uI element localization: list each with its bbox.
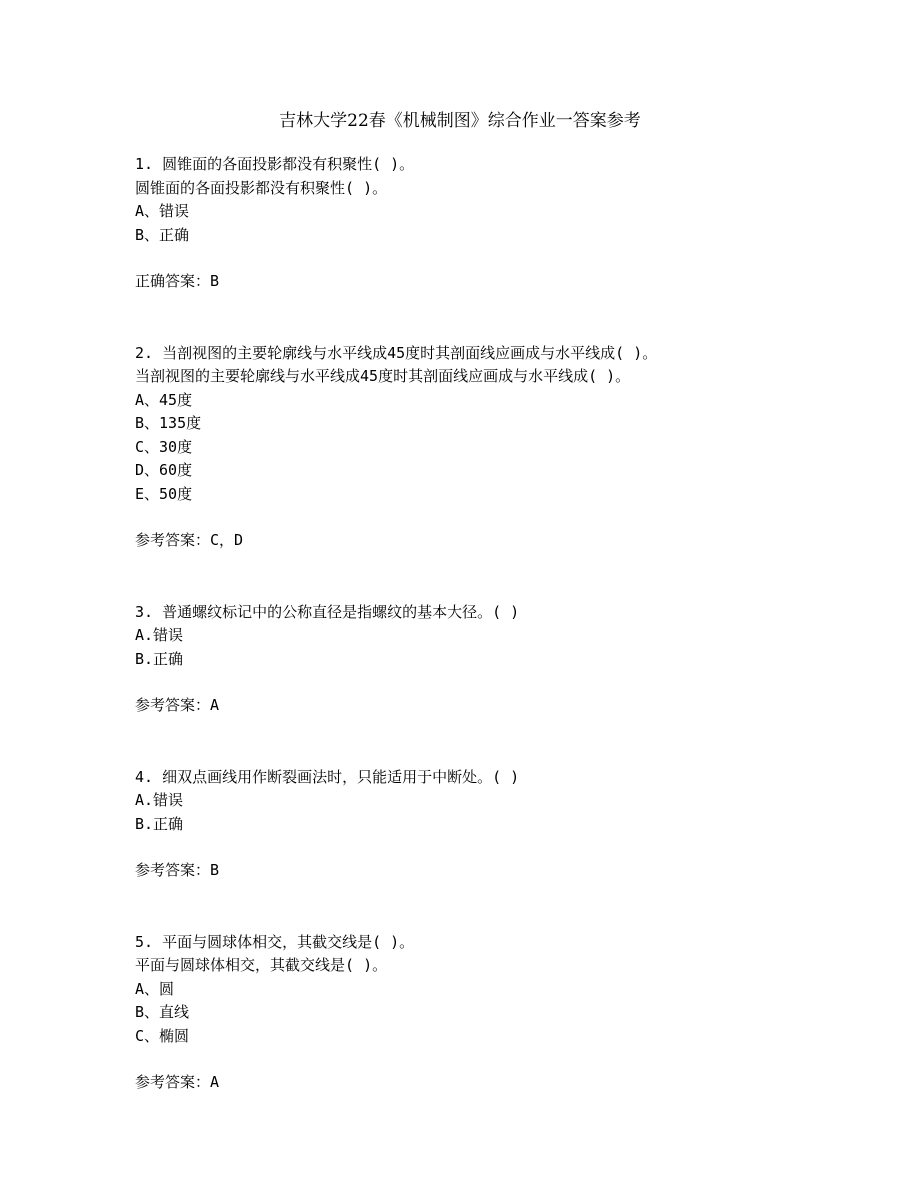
option-e: E、50度 [135,484,193,503]
answer-text: 参考答案：B [135,861,220,879]
option-b: B.正确 [135,649,184,668]
option-a: A、圆 [135,979,175,998]
option-c: C、30度 [135,437,193,456]
question-stem-repeat: 圆锥面的各面投影都没有积聚性( )。 [135,178,388,197]
question-stem: 5. 平面与圆球体相交，其截交线是( )。 [135,932,415,951]
question-5 [135,931,895,1095]
document-title: 吉林大学22春《机械制图》综合作业一答案参考 [279,111,641,131]
question-3 [135,601,895,718]
answer-text: 参考答案：C，D [135,531,244,549]
option-a: A.错误 [135,791,184,809]
question-stem: 3. 普通螺纹标记中的公称直径是指螺纹的基本大径。( ) [135,602,520,621]
question-stem-repeat: 平面与圆球体相交，其截交线是( )。 [135,956,388,974]
question-2 [135,342,895,553]
answer-text: 参考答案：A [135,696,220,714]
answer-text: 正确答案：B [135,272,220,290]
question-stem-repeat: 当剖视图的主要轮廓线与水平线成45度时其剖面线应画成与水平线成( )。 [135,367,631,385]
option-b: B、直线 [135,1003,190,1021]
option-b: B.正确 [135,814,184,833]
question-4 [135,766,895,883]
option-a: A、错误 [135,202,190,220]
question-1 [135,153,895,294]
question-list [135,153,895,1143]
option-c: C、椭圆 [135,1026,190,1045]
option-d: D、60度 [135,461,193,479]
question-stem: 4. 细双点画线用作断裂画法时，只能适用于中断处。( ) [135,767,520,786]
question-stem: 2. 当剖视图的主要轮廓线与水平线成45度时其剖面线应画成与水平线成( )。 [135,343,658,362]
option-b: B、135度 [135,414,202,432]
question-stem: 1. 圆锥面的各面投影都没有积聚性( )。 [135,155,415,173]
option-a: A.错误 [135,626,184,644]
option-b: B、正确 [135,225,190,244]
option-a: A、45度 [135,390,193,409]
answer-text: 参考答案：A [135,1073,220,1091]
